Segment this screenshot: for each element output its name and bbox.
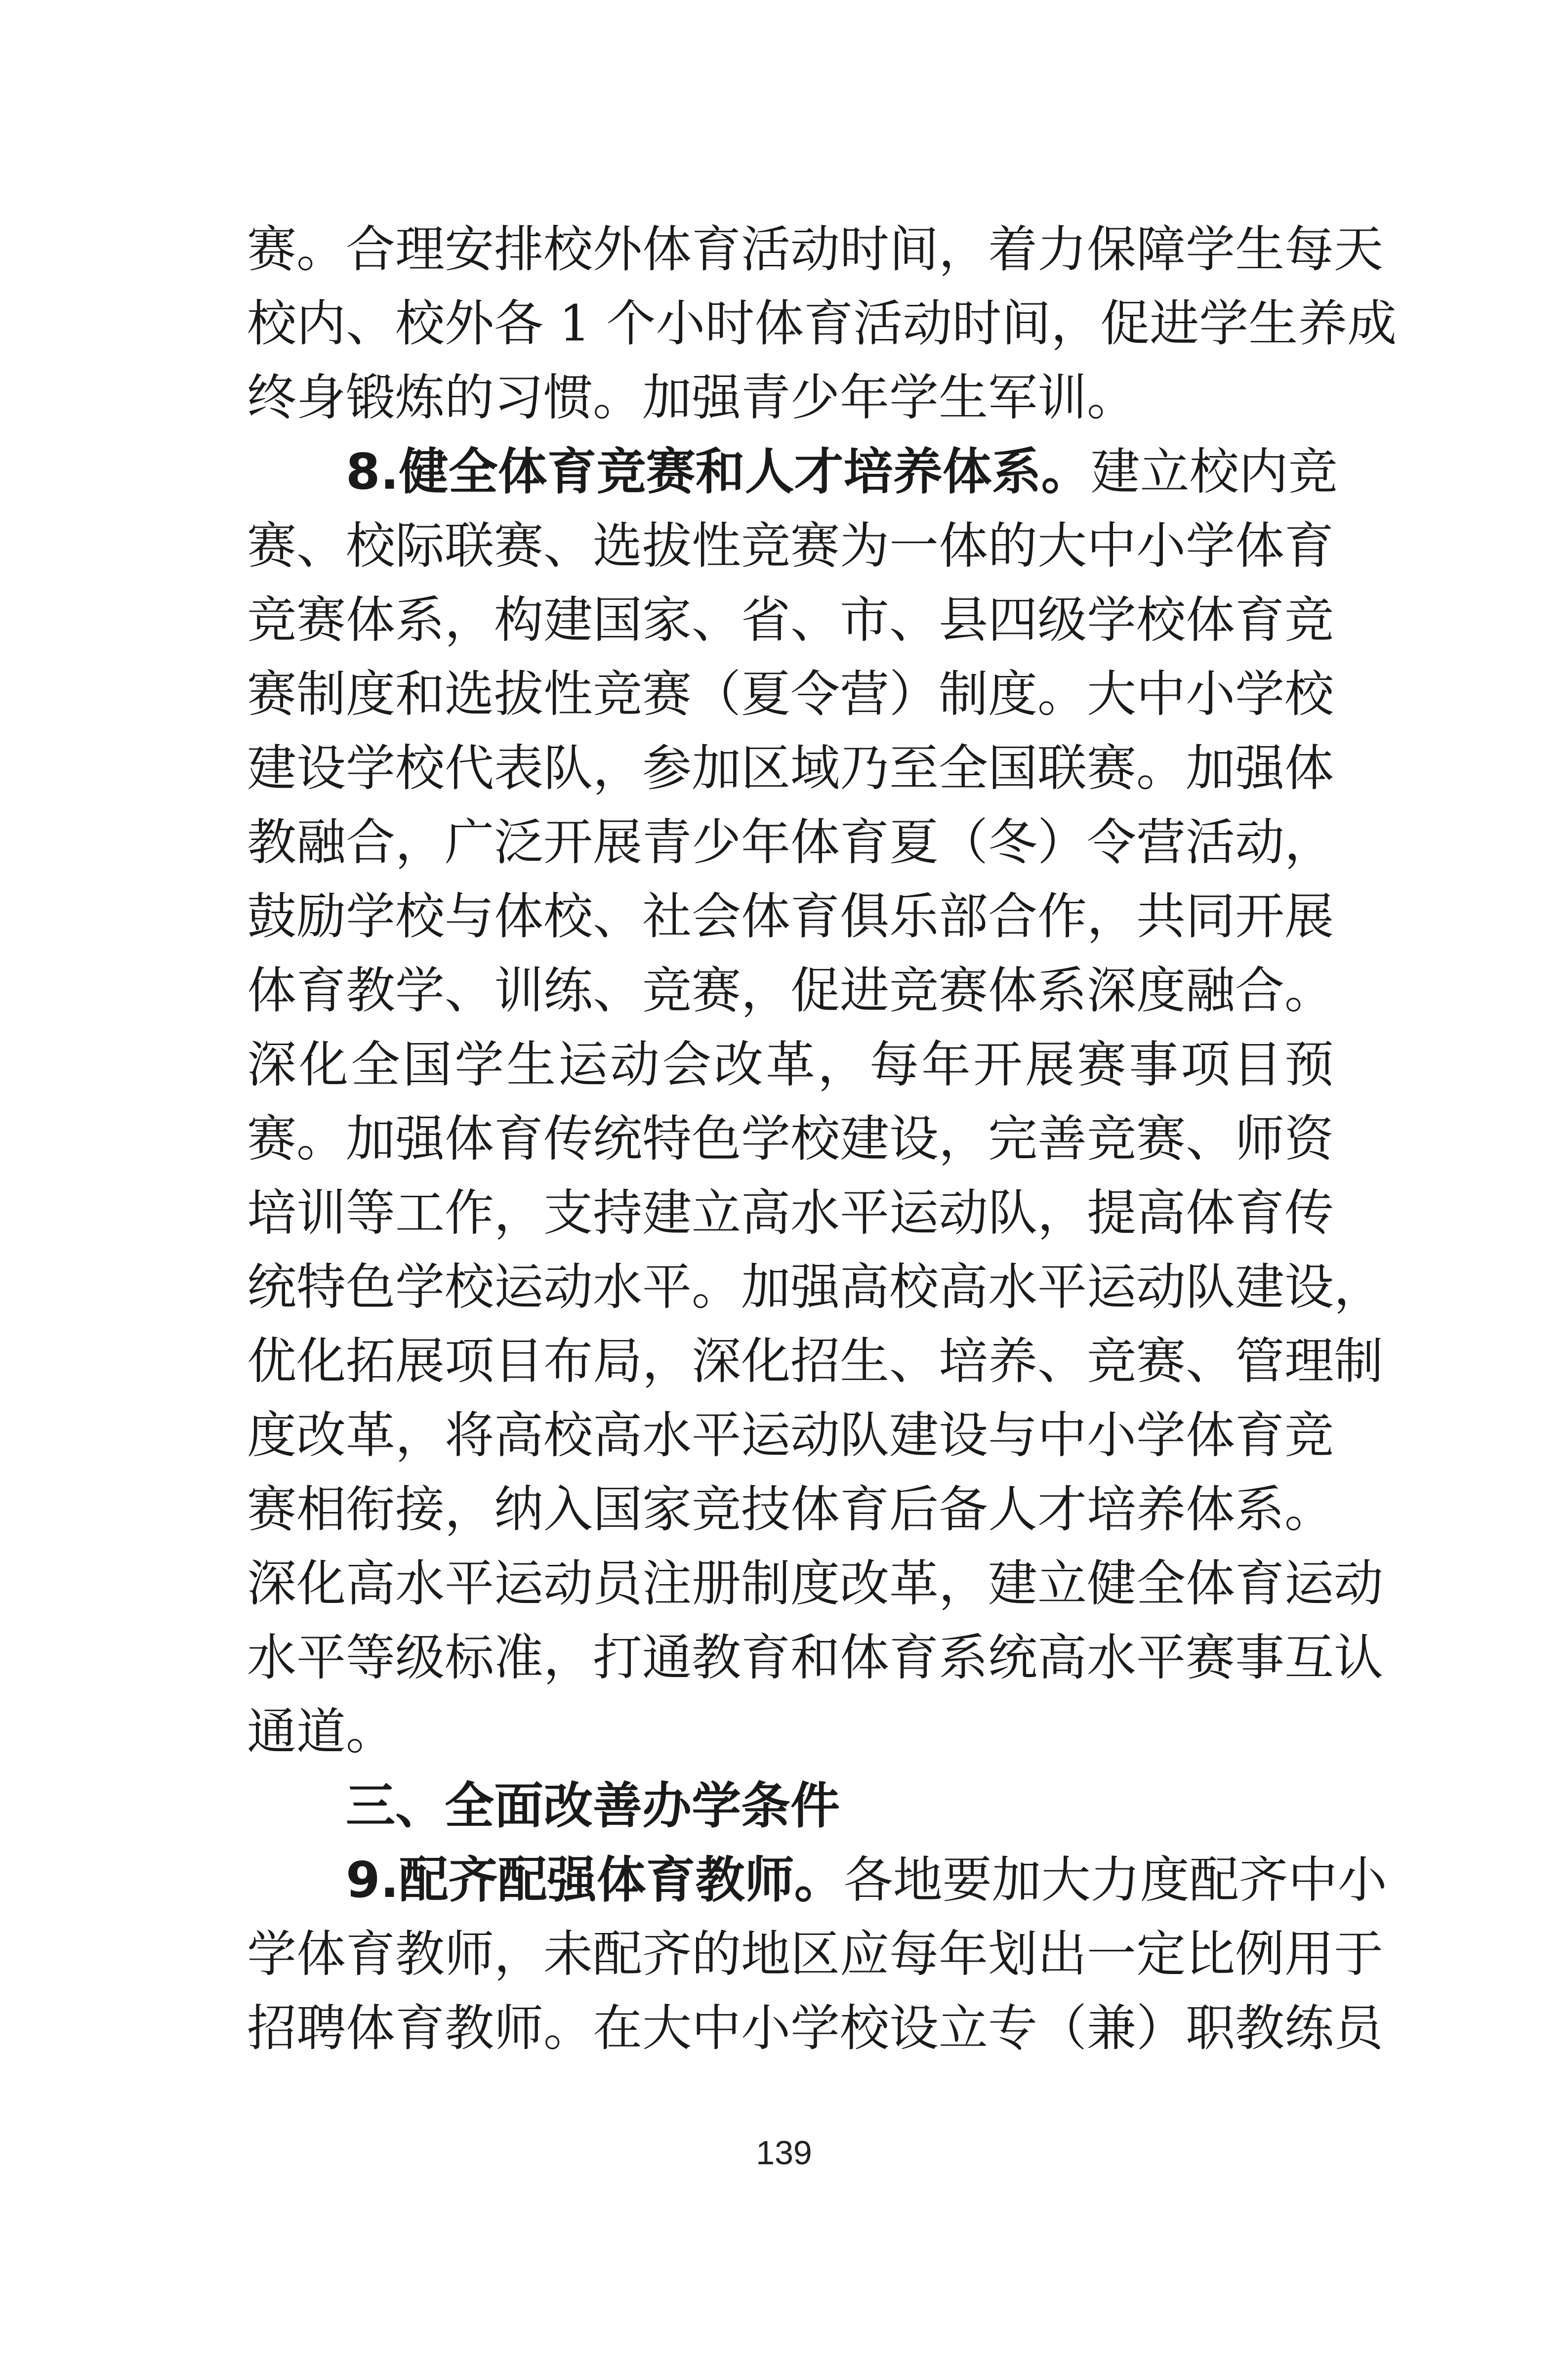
text-line: 赛、校际联赛、选拔性竞赛为一体的大中小学体育 <box>247 517 1334 575</box>
text-line: 招聘体育教师。在大中小学校设立专（兼）职教练员 <box>247 1999 1383 2057</box>
text-line: 赛。合理安排校外体育活动时间，着力保障学生每天 <box>247 220 1383 278</box>
text-line: 通道。 <box>247 1703 395 1761</box>
text-line: 水平等级标准，打通教育和体育系统高水平赛事互认 <box>247 1629 1383 1686</box>
text-line: 教融合，广泛开展青少年体育夏（冬）令营活动， <box>247 813 1334 871</box>
section-8-title: 8.健全体育竞赛和人才培养体系。 <box>346 443 1091 501</box>
text-line: 赛相衔接，纳入国家竞技体育后备人才培养体系。 <box>247 1480 1334 1538</box>
body-text <box>247 212 1397 2065</box>
text-line: 校内、校外各 1 个小时体育活动时间，促进学生养成 <box>247 294 1397 352</box>
section-8-first-line-text: 建立校内竞 <box>1090 443 1338 501</box>
text-line: 度改革，将高校高水平运动队建设与中小学体育竞 <box>247 1406 1334 1464</box>
section-heading: 三、全面改善办学条件 <box>346 1777 840 1835</box>
text-line: 学体育教师，未配齐的地区应每年划出一定比例用于 <box>247 1925 1383 1983</box>
text-line: 赛制度和选拔性竞赛（夏令营）制度。大中小学校 <box>247 665 1334 723</box>
text-line: 培训等工作，支持建立高水平运动队，提高体育传 <box>247 1184 1334 1242</box>
text-line: 深化高水平运动员注册制度改革，建立健全体育运动 <box>247 1555 1383 1612</box>
text-line: 体育教学、训练、竞赛，促进竞赛体系深度融合。 <box>247 962 1334 1019</box>
text-line: 终身锻炼的习惯。加强青少年学生军训。 <box>247 369 1136 426</box>
text-line: 深化全国学生运动会改革，每年开展赛事项目预 <box>247 1036 1334 1093</box>
text-line: 鼓励学校与体校、社会体育俱乐部合作，共同开展 <box>247 887 1334 945</box>
section-8-first-line <box>247 435 1338 509</box>
text-line: 赛。加强体育传统特色学校建设，完善竞赛、师资 <box>247 1110 1334 1168</box>
text-line: 统特色学校运动水平。加强高校高水平运动队建设， <box>247 1258 1383 1316</box>
section-9-first-line <box>247 1843 1387 1917</box>
text-line: 竞赛体系，构建国家、省、市、县四级学校体育竞 <box>247 591 1334 649</box>
text-line: 优化拓展项目布局，深化招生、培养、竞赛、管理制 <box>247 1332 1383 1390</box>
text-line: 建设学校代表队，参加区域乃至全国联赛。加强体 <box>247 739 1334 797</box>
page-number: 139 <box>756 2134 812 2172</box>
section-9-title: 9.配齐配强体育教师。 <box>346 1851 844 1909</box>
section-9-first-line-text: 各地要加大力度配齐中小 <box>843 1851 1387 1909</box>
